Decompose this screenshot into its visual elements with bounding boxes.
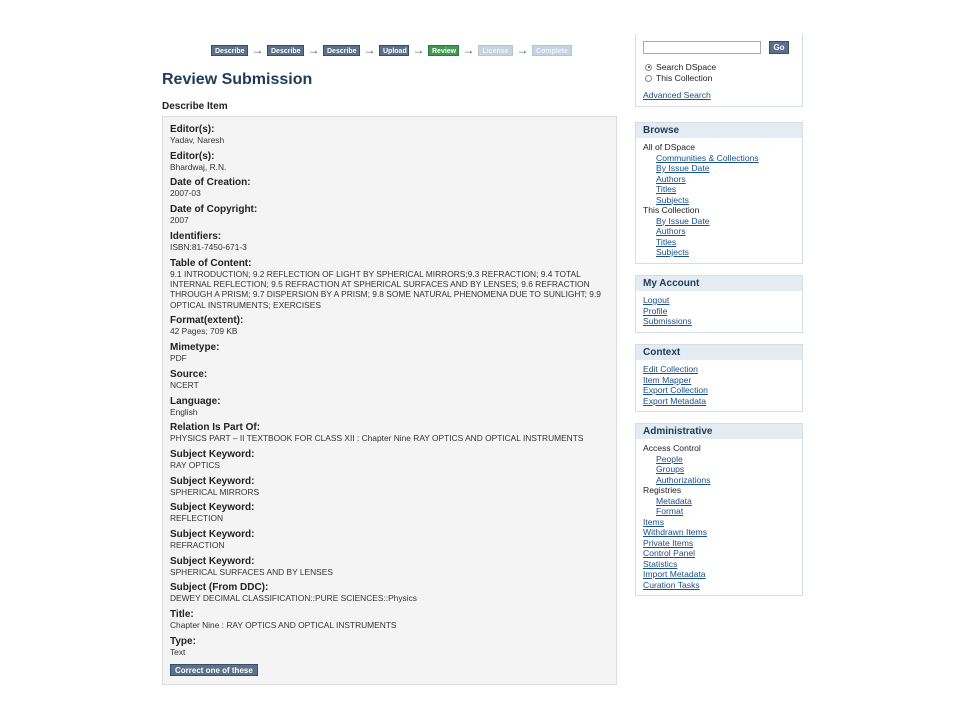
field-label: Relation Is Part Of: <box>170 422 261 434</box>
browse-link-authors[interactable]: Authors <box>656 173 686 184</box>
admin-link-private-items[interactable]: Private Items <box>643 537 694 548</box>
field-label: Language: <box>170 395 221 407</box>
field-value: ISBN:81-7450-671-3 <box>170 241 247 252</box>
browse-link-communities-collections[interactable]: Communities & Collections <box>656 152 759 163</box>
scope-label: This Collection <box>656 73 713 83</box>
admin-link-import-metadata[interactable]: Import Metadata <box>643 569 706 579</box>
administrative-list <box>636 439 802 595</box>
account-link-item <box>643 306 795 317</box>
field-label: Subject Keyword: <box>170 555 255 567</box>
field-label: Editor(s): <box>170 124 215 135</box>
admin-link-metadata[interactable]: Metadata <box>656 495 692 506</box>
metadata-field <box>170 369 609 390</box>
browse-heading: Browse <box>636 123 802 138</box>
admin-link-item <box>643 517 795 528</box>
search-panel <box>635 34 803 107</box>
metadata-field <box>170 556 609 577</box>
account-link-submissions[interactable]: Submissions <box>643 316 692 326</box>
browse-link-item <box>643 174 795 185</box>
browse-group-heading: All of DSpace <box>643 142 696 152</box>
admin-link-item <box>643 464 795 475</box>
section-title: Describe Item <box>162 101 228 112</box>
field-value: SPHERICAL MIRRORS <box>170 486 260 497</box>
progress-step-license: License <box>478 45 513 56</box>
context-link-export-metadata[interactable]: Export Metadata <box>643 395 707 406</box>
correct-one-of-these-button[interactable]: Correct one of these <box>170 664 258 676</box>
field-label: Subject Keyword: <box>170 448 255 460</box>
metadata-field <box>170 609 609 630</box>
browse-link-item <box>643 163 795 174</box>
submission-progress-bar <box>211 45 572 56</box>
radio-checked-icon[interactable] <box>645 64 652 71</box>
browse-link-by-issue-date[interactable]: By Issue Date <box>656 215 710 226</box>
metadata-field <box>170 636 609 657</box>
browse-link-titles[interactable]: Titles <box>656 236 677 247</box>
metadata-field <box>170 151 609 172</box>
field-value: NCERT <box>170 379 199 390</box>
browse-link-item <box>643 195 795 206</box>
administrative-heading: Administrative <box>636 424 802 439</box>
field-value: REFLECTION <box>170 513 224 524</box>
metadata-field <box>170 124 609 145</box>
admin-link-item <box>643 475 795 486</box>
browse-list <box>636 138 802 263</box>
metadata-field <box>170 529 609 550</box>
my-account-list <box>636 291 802 332</box>
metadata-field <box>170 396 609 417</box>
progress-step-complete: Complete <box>532 45 572 56</box>
context-link-edit-collection[interactable]: Edit Collection <box>643 364 698 374</box>
admin-link-item <box>643 569 795 580</box>
browse-link-authors[interactable]: Authors <box>656 226 686 236</box>
scope-label: Search DSpace <box>656 62 717 72</box>
go-button[interactable]: Go <box>769 41 789 54</box>
admin-link-item <box>643 506 795 517</box>
metadata-field <box>170 422 609 443</box>
account-link-logout[interactable]: Logout <box>643 295 670 305</box>
progress-step-describe[interactable]: Describe <box>211 45 248 56</box>
browse-link-item <box>643 184 795 195</box>
field-value: SPHERICAL SURFACES AND BY LENSES <box>170 566 333 577</box>
field-value: 2007 <box>170 215 189 226</box>
admin-link-item <box>643 559 795 570</box>
metadata-field <box>170 231 609 252</box>
field-label: Format(extent): <box>170 315 244 327</box>
browse-panel <box>635 122 803 264</box>
field-label: Title: <box>170 609 194 621</box>
context-panel <box>635 344 803 412</box>
administrative-panel <box>635 423 803 596</box>
admin-link-withdrawn-items[interactable]: Withdrawn Items <box>643 527 707 537</box>
context-link-item <box>643 396 795 407</box>
scope-option-this-collection[interactable] <box>645 73 712 83</box>
step-arrow-icon: → <box>363 43 376 57</box>
account-link-item <box>643 316 795 327</box>
advanced-search-link[interactable]: Advanced Search <box>643 90 711 100</box>
field-label: Date of Creation: <box>170 177 251 189</box>
browse-link-by-issue-date[interactable]: By Issue Date <box>656 163 710 173</box>
metadata-field <box>170 204 609 225</box>
search-input[interactable] <box>643 41 761 54</box>
metadata-field <box>170 476 609 497</box>
progress-step-review: Review <box>428 45 459 56</box>
context-link-item-mapper[interactable]: Item Mapper <box>643 374 692 385</box>
field-label: Identifiers: <box>170 230 222 242</box>
context-link-item <box>643 375 795 386</box>
account-link-profile[interactable]: Profile <box>643 305 668 316</box>
account-link-item <box>643 295 795 306</box>
field-value: PHYSICS PART – II TEXTBOOK FOR CLASS XII : Chapter Nine RAY OPTICS AND OPTICAL INSTRUMENTS <box>170 433 584 444</box>
field-label: Subject Keyword: <box>170 502 255 514</box>
field-label: Editor(s): <box>170 150 215 162</box>
progress-step-describe[interactable]: Describe <box>267 45 304 56</box>
field-label: Table of Content: <box>170 257 252 269</box>
browse-link-item <box>643 153 795 164</box>
metadata-field <box>170 177 609 198</box>
field-label: Date of Copyright: <box>170 204 258 216</box>
step-arrow-icon: → <box>412 43 425 57</box>
field-label: Type: <box>170 635 196 647</box>
metadata-field <box>170 582 609 603</box>
field-value: Text <box>170 646 186 657</box>
field-value: Chapter Nine : RAY OPTICS AND OPTICAL INSTRUMENTS <box>170 620 397 631</box>
field-value: Bhardwaj, R.N. <box>170 161 227 172</box>
field-value: Yadav, Naresh <box>170 135 225 145</box>
metadata-field-list <box>170 124 609 657</box>
context-link-item <box>643 364 795 375</box>
browse-link-item <box>643 247 795 258</box>
browse-link-titles[interactable]: Titles <box>656 184 677 194</box>
field-label: Subject Keyword: <box>170 529 255 541</box>
field-value: RAY OPTICS <box>170 459 220 470</box>
admin-link-items[interactable]: Items <box>643 516 665 527</box>
browse-group-heading: This Collection <box>643 205 700 215</box>
admin-link-item <box>643 454 795 465</box>
admin-group-heading: Registries <box>643 485 682 495</box>
admin-link-people[interactable]: People <box>656 453 683 464</box>
context-link-item <box>643 385 795 396</box>
browse-link-item <box>643 237 795 248</box>
browse-link-subjects[interactable]: Subjects <box>656 247 689 257</box>
admin-link-format[interactable]: Format <box>656 506 684 516</box>
context-list <box>636 360 802 411</box>
step-arrow-icon: → <box>516 43 529 57</box>
review-panel <box>162 116 617 685</box>
progress-step-describe[interactable]: Describe <box>323 45 360 56</box>
metadata-field <box>170 449 609 470</box>
field-label: Subject Keyword: <box>170 475 255 487</box>
my-account-heading: My Account <box>636 276 802 291</box>
field-value: PDF <box>170 353 187 364</box>
radio-unchecked-icon[interactable] <box>645 75 652 82</box>
admin-link-statistics[interactable]: Statistics <box>643 558 678 569</box>
step-arrow-icon: → <box>462 43 475 57</box>
field-value: 9.1 INTRODUCTION; 9.2 REFLECTION OF LIGHT BY SPHERICAL MIRRORS;9.3 REFRACTION; 9.4 TOTAL INTERNAL REFLECTION; 9.5 REFRACTION AT SPHERICAL SURFACES AND BY LENSES; 9.6 REFRACTION THROUGH A PRISM; 9.7 DISPERSION BY A PRISM; 9.8 SOME NATURAL PHENOMENA DUE TO SUNLIGHT; 9.9 OPTICAL INSTRUMENTS; EXERCISES <box>170 268 601 310</box>
field-value: 42 Pages; 709 KB <box>170 326 238 337</box>
field-value: 2007-03 <box>170 188 201 199</box>
step-arrow-icon: → <box>307 43 320 57</box>
scope-option-search-dspace[interactable] <box>645 62 716 72</box>
field-value: DEWEY DECIMAL CLASSIFICATION::PURE SCIENCES::Physics <box>170 593 417 604</box>
field-value: English <box>170 406 198 417</box>
browse-link-item <box>643 226 795 237</box>
admin-link-groups[interactable]: Groups <box>656 464 685 474</box>
admin-link-authorizations[interactable]: Authorizations <box>656 474 711 485</box>
context-heading: Context <box>636 345 802 360</box>
metadata-field <box>170 315 609 336</box>
metadata-field <box>170 502 609 523</box>
browse-link-item <box>643 216 795 227</box>
field-label: Subject (From DDC): <box>170 582 269 594</box>
admin-group-heading: Access Control <box>643 443 701 453</box>
admin-link-item <box>643 496 795 507</box>
context-link-export-collection[interactable]: Export Collection <box>643 385 708 395</box>
admin-link-control-panel[interactable]: Control Panel <box>643 548 696 558</box>
metadata-field <box>170 342 609 363</box>
progress-step-upload[interactable]: Upload <box>379 45 409 56</box>
admin-link-item <box>643 580 795 591</box>
metadata-field <box>170 258 609 311</box>
admin-link-item <box>643 538 795 549</box>
admin-link-curation-tasks[interactable]: Curation Tasks <box>643 579 700 590</box>
field-label: Source: <box>170 368 208 380</box>
admin-link-item <box>643 548 795 559</box>
browse-link-subjects[interactable]: Subjects <box>656 194 689 205</box>
page-title: Review Submission <box>162 71 313 88</box>
field-label: Mimetype: <box>170 342 220 354</box>
step-arrow-icon: → <box>251 43 264 57</box>
field-value: REFRACTION <box>170 540 225 551</box>
my-account-panel <box>635 275 803 333</box>
admin-link-item <box>643 527 795 538</box>
